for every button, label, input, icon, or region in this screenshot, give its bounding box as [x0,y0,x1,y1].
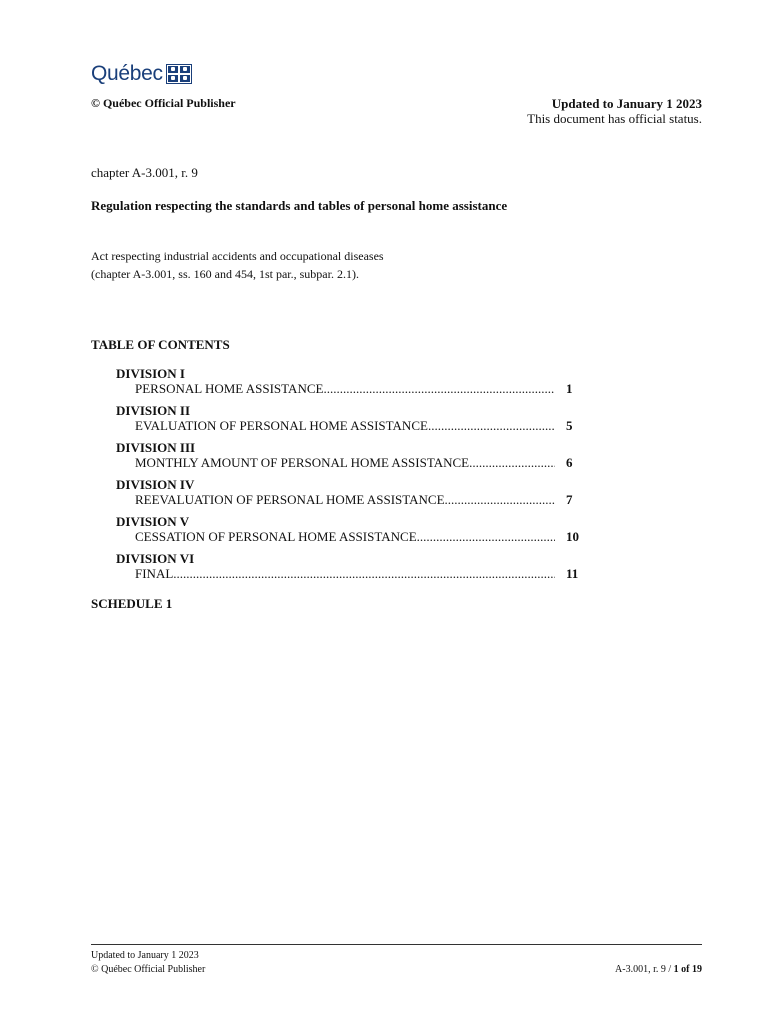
toc-division [116,366,592,396]
toc-entry[interactable] [116,418,592,433]
page-number: 11 [566,566,579,581]
dot-leader [173,566,555,581]
toc-division [116,440,592,470]
dot-leader [323,381,555,396]
enabling-act: Act respecting industrial accidents and occupational diseases [91,249,384,263]
division-label: DIVISION V [116,514,190,529]
quebec-flag-icon [166,64,192,84]
footer-updated-date: Updated to January 1 2023 [91,950,199,961]
division-label: DIVISION I [116,366,185,381]
header-updated-date: Updated to January 1 2023 [551,96,702,111]
footer-chapter-ref: A-3.001, r. 9 / [615,964,674,975]
enabling-act-reference: (chapter A-3.001, ss. 160 and 454, 1st par., subpar. 2.1). [91,267,359,281]
toc-entry[interactable] [116,566,592,581]
division-label: DIVISION III [116,440,196,455]
toc-entry[interactable] [116,381,592,396]
division-title: PERSONAL HOME ASSISTANCE [135,381,324,396]
header-publisher: © Québec Official Publisher [91,96,236,110]
division-title: FINAL [135,566,174,581]
page-number: 5 [566,418,573,433]
toc-heading: TABLE OF CONTENTS [91,337,230,352]
table-of-contents [116,366,592,588]
toc-division [116,514,592,544]
page-number: 7 [566,492,573,507]
toc-entry[interactable] [116,529,592,544]
dot-leader [445,492,555,507]
division-title: CESSATION OF PERSONAL HOME ASSISTANCE [135,529,417,544]
division-title: MONTHLY AMOUNT OF PERSONAL HOME ASSISTANCE [135,455,470,470]
toc-division [116,403,592,433]
page-number: 10 [566,529,579,544]
footer-page-reference [615,964,702,975]
page-number: 6 [566,455,573,470]
division-label: DIVISION IV [116,477,195,492]
division-label: DIVISION VI [116,551,195,566]
division-title: EVALUATION OF PERSONAL HOME ASSISTANCE [135,418,428,433]
footer-page-count: 1 of 19 [673,964,702,975]
footer-divider [91,944,702,945]
toc-division [116,551,592,581]
toc-entry[interactable] [116,455,592,470]
footer-publisher: © Québec Official Publisher [91,964,206,975]
dot-leader [428,418,555,433]
header-official-status: This document has official status. [527,111,702,126]
toc-schedule-entry[interactable]: SCHEDULE 1 [91,596,173,611]
division-label: DIVISION II [116,403,191,418]
page-number: 1 [566,381,573,396]
logo-wordmark: Québec [91,62,163,85]
quebec-logo [91,62,192,86]
regulation-title: Regulation respecting the standards and tables of personal home assistance [91,198,508,213]
toc-entry[interactable] [116,492,592,507]
division-title: REEVALUATION OF PERSONAL HOME ASSISTANCE [135,492,445,507]
chapter-reference: chapter A-3.001, r. 9 [91,165,198,180]
toc-division [116,477,592,507]
dot-leader [417,529,555,544]
dot-leader [469,455,555,470]
